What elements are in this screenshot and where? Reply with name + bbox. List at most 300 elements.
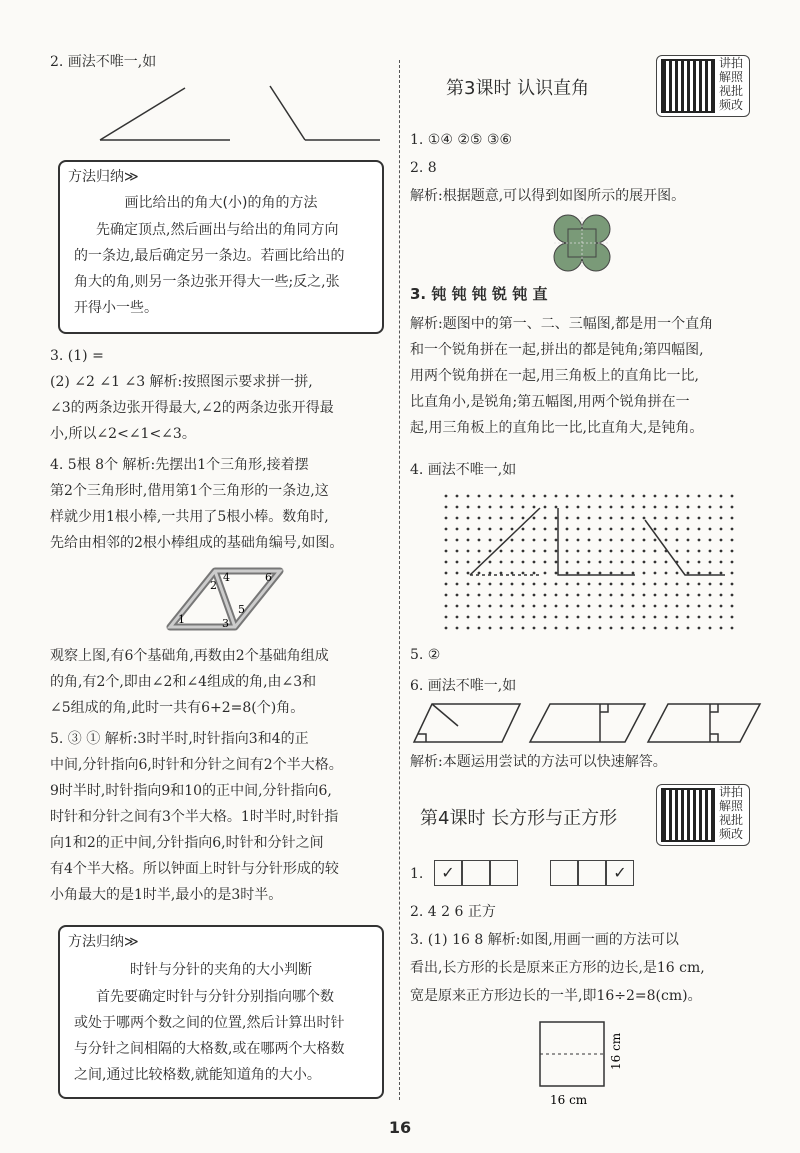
grid-dot — [533, 572, 536, 575]
grid-dot — [588, 539, 591, 542]
answer-cell — [578, 860, 606, 886]
grid-dot — [555, 506, 558, 509]
grid-dot — [500, 616, 503, 619]
a3-text: 3. 钝 钝 钝 锐 钝 直 — [410, 285, 548, 303]
grid-dot — [533, 517, 536, 520]
grid-dot — [544, 616, 547, 619]
grid-dot — [654, 495, 657, 498]
grid-dot — [720, 528, 723, 531]
grid-dot — [632, 528, 635, 531]
grid-dot — [467, 572, 470, 575]
grid-dot — [731, 528, 734, 531]
grid-dot — [522, 583, 525, 586]
grid-dot — [621, 561, 624, 564]
grid-dot — [709, 594, 712, 597]
method-line: 先确定顶点,然后画出与给出的角同方向 — [96, 222, 339, 238]
angle-figures — [90, 78, 350, 148]
grid-dot — [621, 616, 624, 619]
grid-dot — [720, 550, 723, 553]
grid-dot — [632, 616, 635, 619]
grid-dot — [555, 605, 558, 608]
grid-dot — [445, 550, 448, 553]
grid-dot — [445, 517, 448, 520]
grid-dot — [445, 528, 448, 531]
grid-dot — [445, 627, 448, 630]
answer-cell — [550, 860, 578, 886]
grid-dot — [632, 627, 635, 630]
grid-dot — [577, 572, 580, 575]
qr-code-icon — [661, 59, 715, 113]
grid-dot — [555, 583, 558, 586]
grid-dot — [588, 506, 591, 509]
q4b-line: 的角,有2个,即由∠2和∠4组成的角,由∠3和 — [50, 674, 317, 690]
b2-text: 2. 4 2 6 正方 — [410, 904, 496, 920]
grid-dot — [599, 528, 602, 531]
a6b-text: 解析:本题运用尝试的方法可以快速解答。 — [410, 754, 667, 770]
grid-dot — [731, 583, 734, 586]
grid-dot — [610, 506, 613, 509]
grid-dot — [577, 627, 580, 630]
fig-label: 3 — [222, 617, 229, 630]
grid-dot — [687, 495, 690, 498]
method-box-1 — [58, 160, 384, 334]
grid-dot — [555, 528, 558, 531]
grid-dot — [731, 495, 734, 498]
grid-dot — [555, 616, 558, 619]
grid-dot — [720, 605, 723, 608]
answer-cell — [462, 860, 490, 886]
grid-dot — [533, 528, 536, 531]
grid-dot — [621, 572, 624, 575]
grid-dot — [698, 605, 701, 608]
dot-grid-figure — [440, 490, 730, 630]
grid-dot — [522, 517, 525, 520]
grid-dot — [643, 517, 646, 520]
grid-dot — [577, 616, 580, 619]
grid-dot — [632, 594, 635, 597]
grid-dot — [456, 605, 459, 608]
grid-dot — [643, 627, 646, 630]
method-line: 与分针之间相隔的大格数,或在哪两个大格数 — [74, 1041, 345, 1057]
grid-dot — [665, 539, 668, 542]
grid-dot — [588, 550, 591, 553]
grid-dot — [676, 605, 679, 608]
grid-dot — [599, 594, 602, 597]
qr-code-box[interactable] — [656, 784, 750, 846]
method-title: 时针与分针的夹角的大小判断 — [130, 962, 312, 978]
grid-dot — [731, 605, 734, 608]
grid-dot — [632, 517, 635, 520]
grid-dot — [566, 539, 569, 542]
qr-code-box[interactable] — [656, 55, 750, 117]
grid-dot — [698, 517, 701, 520]
grid-dot — [511, 572, 514, 575]
method-line: 之间,通过比较格数,就能知道角的大小。 — [74, 1067, 321, 1083]
grid-dot — [621, 528, 624, 531]
grid-dot — [577, 550, 580, 553]
grid-dot — [522, 627, 525, 630]
grid-dot — [456, 616, 459, 619]
grid-dot — [588, 572, 591, 575]
grid-dot — [643, 506, 646, 509]
grid-dot — [478, 572, 481, 575]
qr-label: 视批 — [718, 84, 743, 98]
grid-dot — [566, 605, 569, 608]
method-line: 首先要确定时针与分针分别指向哪个数 — [96, 989, 334, 1005]
grid-dot — [555, 594, 558, 597]
grid-dot — [709, 550, 712, 553]
grid-dot — [522, 605, 525, 608]
grid-dot — [511, 506, 514, 509]
grid-dot — [555, 550, 558, 553]
a2-text: 2. 8 — [410, 160, 437, 176]
grid-dot — [643, 550, 646, 553]
q5-line: 时针和分针之间有3个半大格。1时半时,时针指 — [50, 809, 339, 825]
grid-dot — [709, 583, 712, 586]
grid-dot — [522, 506, 525, 509]
grid-dot — [533, 594, 536, 597]
grid-dot — [720, 572, 723, 575]
a4-text: 4. 画法不唯一,如 — [410, 462, 517, 478]
grid-dot — [643, 561, 646, 564]
grid-dot — [654, 550, 657, 553]
grid-dot — [533, 495, 536, 498]
grid-dot — [665, 616, 668, 619]
grid-dot — [511, 605, 514, 608]
grid-dot — [632, 550, 635, 553]
grid-dot — [698, 528, 701, 531]
grid-dot — [489, 550, 492, 553]
grid-dot — [522, 495, 525, 498]
grid-dot — [676, 627, 679, 630]
grid-dot — [676, 517, 679, 520]
grid-dot — [709, 616, 712, 619]
grid-dot — [599, 627, 602, 630]
grid-dot — [731, 506, 734, 509]
a3b-line: 解析:题图中的第一、二、三幅图,都是用一个直角 — [410, 316, 714, 332]
grid-dot — [698, 506, 701, 509]
grid-dot — [500, 528, 503, 531]
grid-dot — [544, 506, 547, 509]
grid-dot — [445, 605, 448, 608]
grid-dot — [720, 616, 723, 619]
grid-dot — [731, 561, 734, 564]
grid-dot — [654, 539, 657, 542]
grid-dot — [511, 583, 514, 586]
qr-label: 解照 — [718, 799, 743, 813]
grid-dot — [522, 539, 525, 542]
grid-dot — [577, 506, 580, 509]
grid-dot — [478, 561, 481, 564]
grid-dot — [500, 627, 503, 630]
grid-dot — [511, 550, 514, 553]
grid-dot — [478, 627, 481, 630]
grid-dot — [456, 539, 459, 542]
grid-dot — [456, 561, 459, 564]
grid-dot — [456, 627, 459, 630]
grid-dot — [511, 517, 514, 520]
grid-dot — [489, 506, 492, 509]
grid-dot — [599, 561, 602, 564]
q4-line: 先给由相邻的2根小棒组成的基础角编号,如图。 — [50, 535, 344, 551]
grid-dot — [643, 616, 646, 619]
grid-dot — [599, 616, 602, 619]
a3b-line: 起,用三角板上的直角比一比,比直角大,是钝角。 — [410, 420, 704, 436]
grid-dot — [588, 605, 591, 608]
grid-dot — [654, 517, 657, 520]
grid-dot — [720, 495, 723, 498]
qr-code-icon — [661, 788, 715, 842]
grid-dot — [731, 550, 734, 553]
grid-dot — [544, 594, 547, 597]
column-divider — [399, 60, 400, 1100]
grid-dot — [654, 605, 657, 608]
method-line: 或处于哪两个数之间的位置,然后计算出时针 — [74, 1015, 345, 1031]
grid-dot — [610, 561, 613, 564]
grid-dot — [599, 550, 602, 553]
grid-dot — [522, 572, 525, 575]
grid-dot — [610, 572, 613, 575]
grid-dot — [445, 561, 448, 564]
grid-dot — [445, 572, 448, 575]
grid-dot — [698, 561, 701, 564]
grid-dot — [577, 528, 580, 531]
grid-dot — [500, 506, 503, 509]
grid-dot — [555, 539, 558, 542]
grid-dot — [500, 495, 503, 498]
grid-dot — [445, 594, 448, 597]
grid-dot — [720, 506, 723, 509]
grid-dot — [654, 506, 657, 509]
grid-dot — [467, 583, 470, 586]
grid-dot — [445, 616, 448, 619]
grid-dot — [566, 572, 569, 575]
fig-label: 6 — [265, 571, 272, 584]
grid-dot — [643, 594, 646, 597]
grid-dot — [467, 561, 470, 564]
b1-label: 1. — [410, 866, 424, 882]
grid-dot — [610, 627, 613, 630]
grid-dot — [566, 495, 569, 498]
grid-dot — [511, 594, 514, 597]
grid-dot — [687, 528, 690, 531]
page-number: 16 — [388, 1118, 412, 1137]
grid-dot — [687, 506, 690, 509]
qr-label: 视批 — [718, 813, 743, 827]
grid-dot — [676, 528, 679, 531]
grid-dot — [588, 528, 591, 531]
grid-dot — [687, 627, 690, 630]
grid-dot — [467, 539, 470, 542]
grid-dot — [489, 605, 492, 608]
grid-dot — [577, 583, 580, 586]
grid-dot — [566, 550, 569, 553]
grid-dot — [621, 605, 624, 608]
grid-dot — [544, 495, 547, 498]
grid-dot — [577, 561, 580, 564]
grid-dot — [687, 583, 690, 586]
q5-line: 中间,分针指向6,时针和分针之间有2个半大格。 — [50, 757, 343, 773]
grid-dot — [610, 616, 613, 619]
grid-dot — [654, 594, 657, 597]
grid-dot — [610, 550, 613, 553]
grid-dot — [555, 495, 558, 498]
grid-dot — [731, 517, 734, 520]
grid-dot — [698, 550, 701, 553]
grid-dot — [610, 528, 613, 531]
fig-label: 5 — [238, 603, 245, 616]
q5-line: 5. ③ ① 解析:3时半时,时针指向3和4的正 — [50, 731, 309, 747]
grid-dot — [511, 616, 514, 619]
grid-dot — [599, 572, 602, 575]
grid-dot — [566, 583, 569, 586]
answer-cell — [490, 860, 518, 886]
grid-dot — [555, 517, 558, 520]
grid-dot — [599, 583, 602, 586]
qr-label: 频改 — [718, 98, 743, 112]
a5-text: 5. ② — [410, 647, 441, 663]
grid-dot — [522, 594, 525, 597]
grid-dot — [544, 539, 547, 542]
grid-dot — [599, 506, 602, 509]
method-line: 角大的角,则另一条边张开得大一些;反之,张 — [74, 274, 340, 290]
answer-cell: ✓ — [434, 860, 462, 886]
grid-dot — [676, 616, 679, 619]
grid-dot — [588, 594, 591, 597]
grid-dot — [588, 495, 591, 498]
grid-dot — [489, 517, 492, 520]
grid-dot — [566, 506, 569, 509]
a2b-text: 解析:根据题意,可以得到如图所示的展开图。 — [410, 188, 686, 204]
q4-line: 样就少用1根小棒,一共用了5根小棒。数角时, — [50, 509, 329, 525]
fig-label: 2 — [210, 579, 217, 592]
grid-dot — [720, 583, 723, 586]
q3-line: (2) ∠2 ∠1 ∠3 解析:按照图示要求拼一拼, — [50, 374, 313, 390]
q3-line: 3. (1) = — [50, 348, 104, 364]
grid-dot — [687, 539, 690, 542]
grid-dot — [577, 539, 580, 542]
grid-dot — [555, 561, 558, 564]
grid-dot — [544, 517, 547, 520]
grid-dot — [511, 528, 514, 531]
grid-dot — [676, 495, 679, 498]
grid-dot — [698, 572, 701, 575]
grid-dot — [577, 517, 580, 520]
grid-dot — [467, 627, 470, 630]
grid-dot — [577, 605, 580, 608]
grid-dot — [643, 605, 646, 608]
grid-dot — [467, 594, 470, 597]
grid-dot — [489, 495, 492, 498]
grid-dot — [533, 550, 536, 553]
grid-dot — [467, 495, 470, 498]
qr-label: 频改 — [718, 827, 743, 841]
grid-dot — [676, 594, 679, 597]
grid-dot — [621, 506, 624, 509]
grid-dot — [456, 583, 459, 586]
grid-dot — [698, 594, 701, 597]
a3b-line: 比直角小,是锐角;第五幅图,用两个锐角拼在一 — [410, 394, 690, 410]
grid-dot — [533, 583, 536, 586]
b3-line: 宽是原来正方形边长的一半,即16÷2=8(cm)。 — [410, 988, 702, 1004]
method-box-2 — [58, 925, 384, 1099]
grid-dot — [500, 561, 503, 564]
a3b-line: 用两个锐角拼在一起,用三角板上的直角比一比, — [410, 368, 699, 384]
grid-dot — [544, 583, 547, 586]
grid-dot — [720, 539, 723, 542]
grid-dot — [533, 616, 536, 619]
grid-dot — [478, 605, 481, 608]
grid-dot — [489, 627, 492, 630]
method-tag: 方法归纳≫ — [68, 934, 139, 950]
grid-dot — [566, 627, 569, 630]
grid-dot — [544, 572, 547, 575]
grid-dot — [687, 616, 690, 619]
grid-dot — [588, 616, 591, 619]
method-title: 画比给出的角大(小)的角的方法 — [124, 195, 318, 211]
grid-dot — [654, 583, 657, 586]
grid-dot — [698, 583, 701, 586]
grid-dot — [665, 627, 668, 630]
grid-dot — [610, 605, 613, 608]
grid-dot — [489, 561, 492, 564]
grid-dot — [731, 539, 734, 542]
grid-dot — [544, 605, 547, 608]
grid-dot — [467, 517, 470, 520]
grid-dot — [478, 517, 481, 520]
grid-dot — [588, 561, 591, 564]
grid-dot — [533, 506, 536, 509]
grid-dot — [456, 506, 459, 509]
grid-dot — [654, 572, 657, 575]
grid-dot — [566, 616, 569, 619]
grid-dot — [511, 495, 514, 498]
fig-label: 4 — [223, 571, 230, 584]
grid-dot — [687, 572, 690, 575]
grid-dot — [456, 517, 459, 520]
grid-dot — [610, 594, 613, 597]
grid-dot — [577, 594, 580, 597]
grid-dot — [720, 594, 723, 597]
a3b-line: 和一个锐角拼在一起,拼出的都是钝角;第四幅图, — [410, 342, 704, 358]
grid-dot — [665, 561, 668, 564]
grid-dot — [456, 572, 459, 575]
grid-dot — [698, 539, 701, 542]
grid-dot — [676, 583, 679, 586]
grid-dot — [632, 583, 635, 586]
grid-dot — [654, 616, 657, 619]
grid-dot — [489, 539, 492, 542]
grid-dot — [610, 517, 613, 520]
grid-dot — [544, 627, 547, 630]
grid-dot — [522, 616, 525, 619]
grid-dot — [489, 583, 492, 586]
grid-dot — [665, 495, 668, 498]
grid-dot — [731, 572, 734, 575]
grid-dot — [731, 616, 734, 619]
grid-dot — [676, 572, 679, 575]
grid-dot — [709, 561, 712, 564]
grid-dot — [456, 495, 459, 498]
grid-dot — [632, 561, 635, 564]
grid-dot — [489, 616, 492, 619]
grid-dot — [522, 561, 525, 564]
grid-dot — [709, 517, 712, 520]
grid-dot — [544, 561, 547, 564]
b3-line: 3. (1) 16 8 解析:如图,用画一画的方法可以 — [410, 932, 679, 948]
grid-dot — [489, 528, 492, 531]
grid-dot — [599, 517, 602, 520]
